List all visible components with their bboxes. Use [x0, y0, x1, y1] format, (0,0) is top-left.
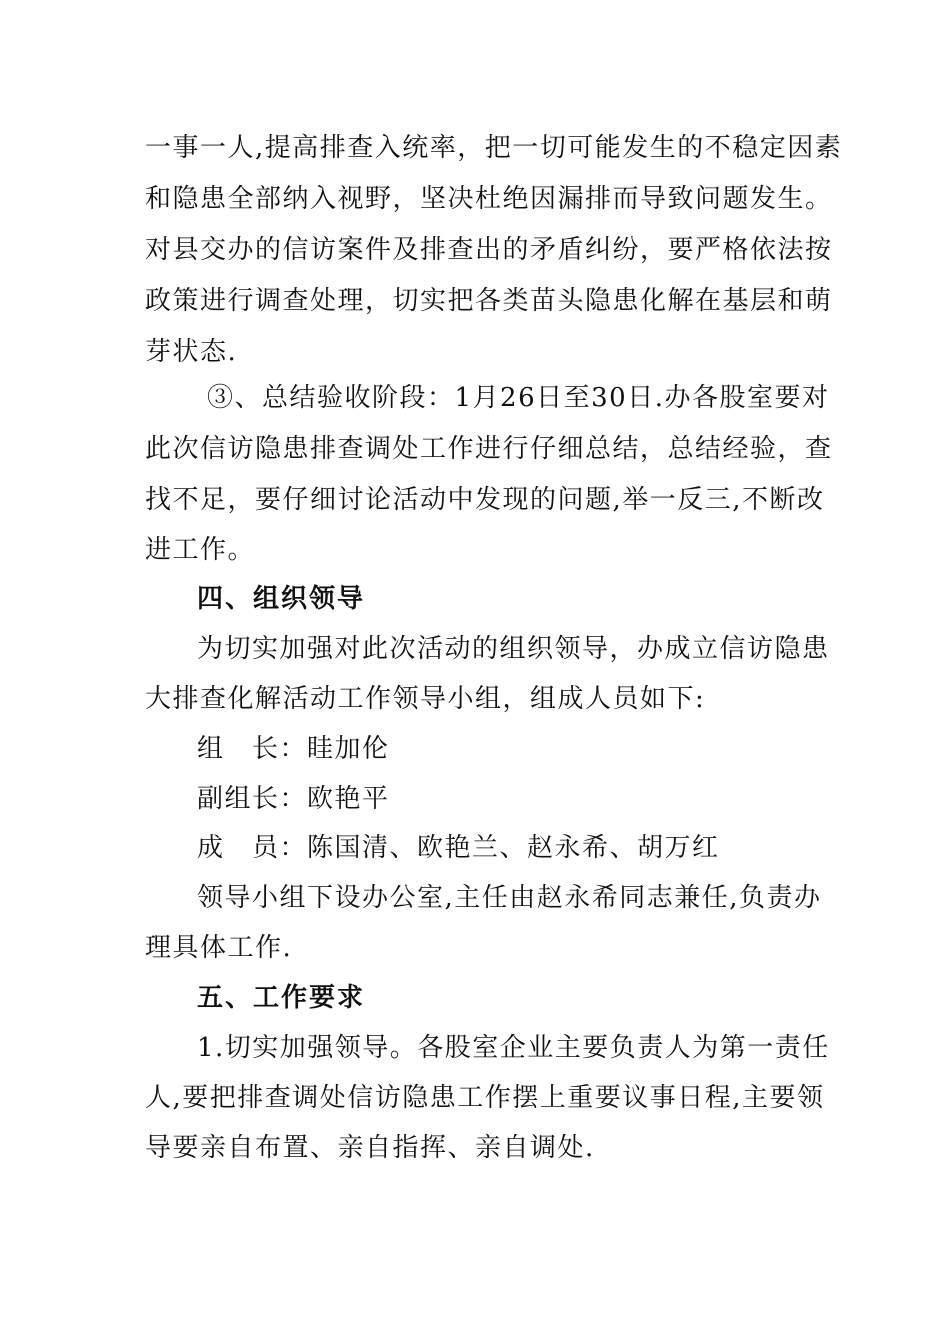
paragraph-line: 大排查化解活动工作领导小组，组成人员如下:	[145, 684, 706, 714]
paragraph-line: 对县交办的信访案件及排查出的矛盾纠纷，要严格依法按	[145, 235, 833, 265]
group-leader-line: 组 长：眭加伦	[197, 734, 390, 764]
paragraph-line: 和隐患全部纳入视野，坚决杜绝因漏排而导致问题发生。	[145, 184, 833, 214]
paragraph-line: 找不足，要仔细讨论活动中发现的问题,举一反三,不断改	[145, 485, 825, 515]
paragraph-line: 人,要把排查调处信访隐患工作摆上重要议事日程,主要领	[145, 1083, 825, 1113]
paragraph-line: 领导小组下设办公室,主任由赵永希同志兼任,负责办	[197, 883, 822, 913]
paragraph-line: 政策进行调查处理，切实把各类苗头隐患化解在基层和萌	[145, 286, 833, 316]
deputy-leader-line: 副组长：欧艳平	[197, 784, 390, 814]
paragraph-line: 此次信访隐患排查调处工作进行仔细总结，总结经验，查	[145, 434, 833, 464]
stage-three-line: ③、总结验收阶段：1月26日至30日.办各股室要对	[207, 383, 830, 413]
paragraph-line: 进工作。	[145, 535, 256, 565]
paragraph-line: 导要亲自布置、亲自指挥、亲自调处.	[145, 1133, 595, 1163]
paragraph-line: 理具体工作.	[145, 933, 293, 963]
section-heading-requirements: 五、工作要求	[197, 983, 366, 1013]
paragraph-line: 为切实加强对此次活动的组织领导，办成立信访隐患	[197, 634, 830, 664]
paragraph-line: 1.切实加强领导。各股室企业主要负责人为第一责任	[197, 1033, 830, 1063]
members-line: 成 员：陈国清、欧艳兰、赵永希、胡万红	[197, 833, 720, 863]
section-heading-organization: 四、组织领导	[197, 584, 366, 614]
paragraph-line: 芽状态.	[145, 337, 238, 367]
paragraph-line: 一事一人,提高排查入统率，把一切可能发生的不稳定因素	[145, 133, 843, 163]
